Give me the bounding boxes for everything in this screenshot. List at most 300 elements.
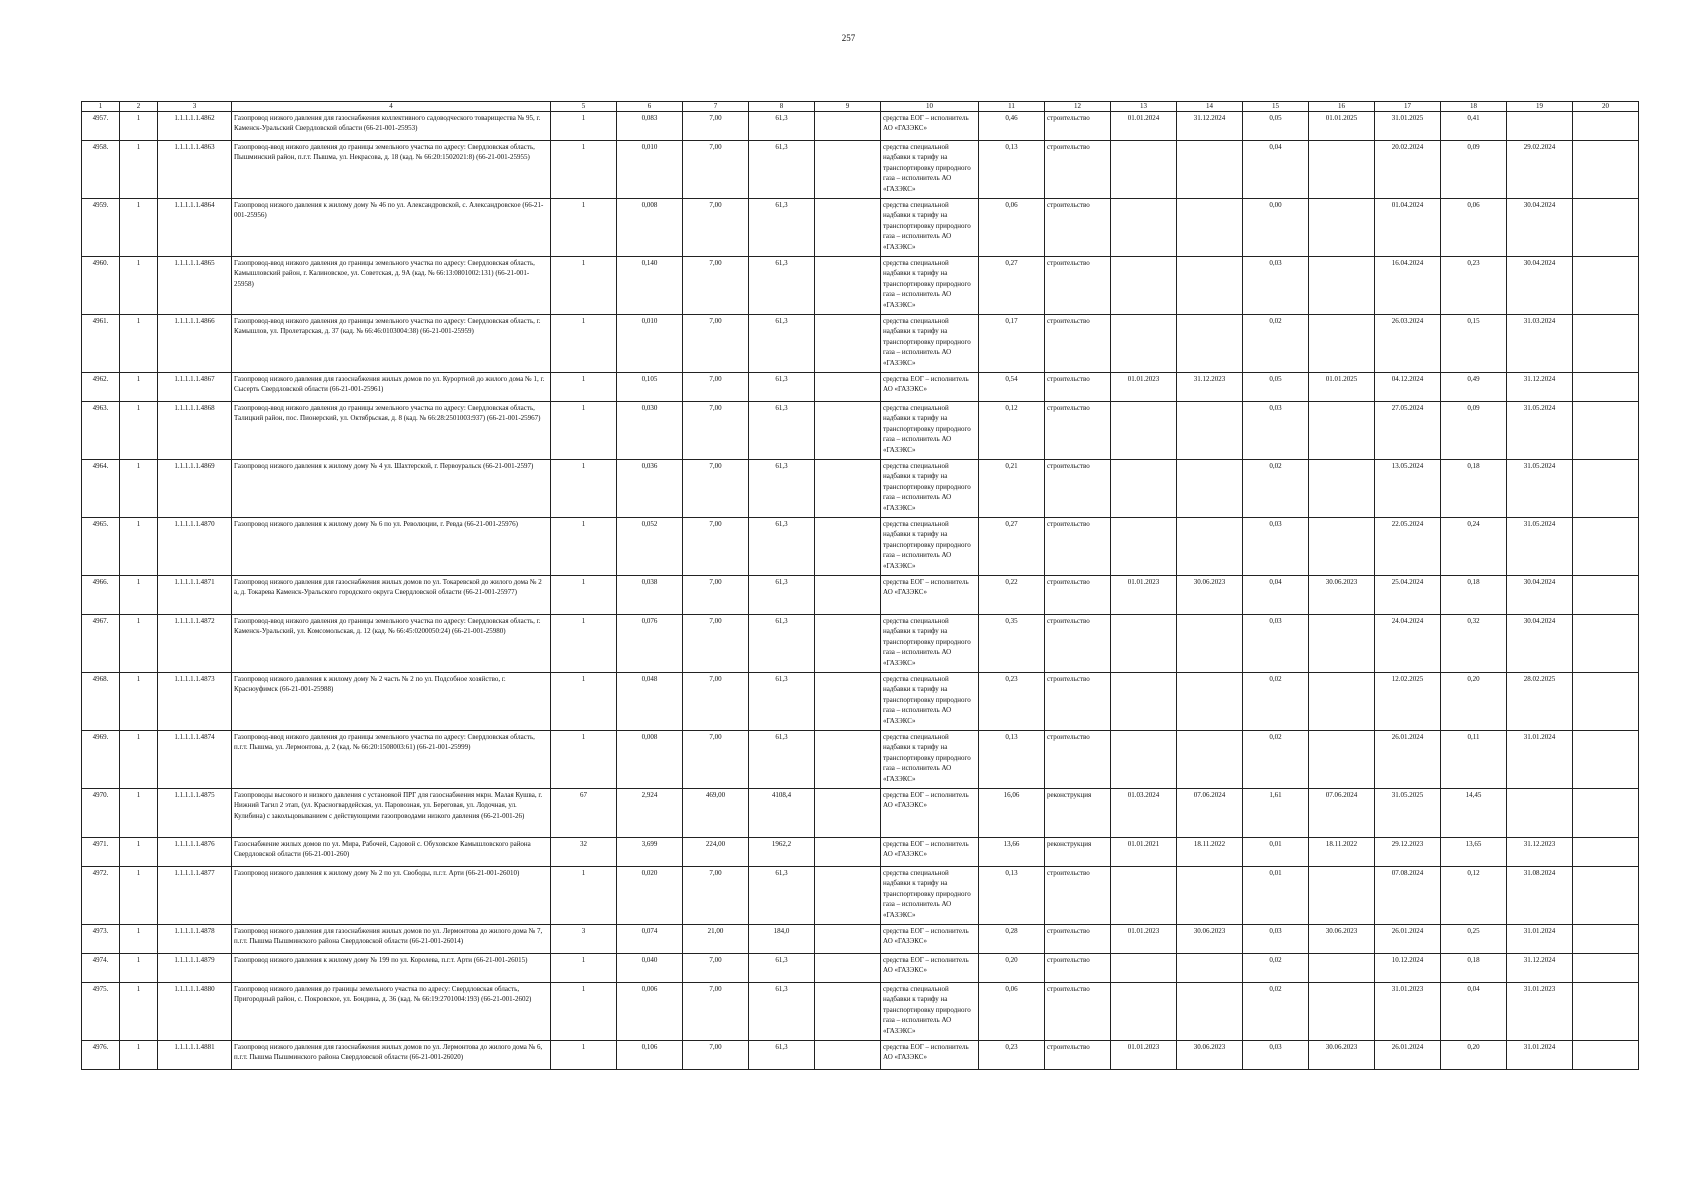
table-cell: реконструкция	[1045, 789, 1111, 838]
table-cell	[815, 576, 881, 615]
table-cell: 7,00	[683, 112, 749, 141]
table-cell: 0,03	[1243, 402, 1309, 460]
table-cell: 0,12	[979, 402, 1045, 460]
table-cell: 0,04	[1243, 576, 1309, 615]
table-cell: реконструкция	[1045, 838, 1111, 867]
table-cell: 30.06.2023	[1309, 576, 1375, 615]
table-cell: 184,0	[749, 925, 815, 954]
table-cell: 1.1.1.1.1.4864	[158, 199, 232, 257]
table-cell: 4961.	[82, 315, 120, 373]
table-cell: 18.11.2022	[1309, 838, 1375, 867]
table-cell: 4963.	[82, 402, 120, 460]
table-cell: 01.01.2023	[1111, 1041, 1177, 1070]
table-cell: Газопровод-ввод низкого давления до границы земельного участка по адресу: Свердловская область, Талицкий район, пос. Пионерский, ул. Октябрьская, д. 8 (кад. № 66:28:2501003:937) (66-21-001-25967)	[232, 402, 551, 460]
table-cell: 0,49	[1441, 373, 1507, 402]
table-cell: 7,00	[683, 673, 749, 731]
table-cell: 13.05.2024	[1375, 460, 1441, 518]
table-cell: Газопровод низкого давления к жилому дому № 2 по ул. Свободы, п.г.т. Арти (66-21-001-26010)	[232, 867, 551, 925]
table-cell: Газопровод низкого давления к жилому дому № 6 по ул. Революции, г. Ревда (66-21-001-25976)	[232, 518, 551, 576]
table-cell: 61,3	[749, 731, 815, 789]
table-cell: Газопроводы высокого и низкого давления с установкой ПРГ для газоснабжения мкрн. Малая Кушва, г. Нижний Тагил 2 этап, (ул. Красногвардейская, ул. Паровозная, ул. Береговая, ул. Лодочная, ул. Кулибина) с закольцовыванием с действующими газопроводами низкого давления (66-21-001-26)	[232, 789, 551, 838]
table-cell: Газопровод-ввод низкого давления до границы земельного участка по адресу: Свердловская область, Камышловский район, г. Калиновское, ул. Советская, д. 9А (кад. № 66:13:0801002:131) (66-21-001-25958)	[232, 257, 551, 315]
table-cell	[1573, 460, 1639, 518]
table-cell	[1177, 731, 1243, 789]
column-header: 15	[1243, 102, 1309, 112]
table-cell	[1177, 954, 1243, 983]
table-cell: строительство	[1045, 867, 1111, 925]
table-cell: 0,13	[979, 731, 1045, 789]
table-cell: 0,076	[617, 615, 683, 673]
table-cell: 1	[551, 518, 617, 576]
table-cell: 01.01.2025	[1309, 112, 1375, 141]
table-row	[82, 731, 1639, 789]
table-cell: средства специальной надбавки к тарифу на транспортировку природного газа – исполнитель АО «ГАЗЭКС»	[881, 257, 979, 315]
table-cell: 1	[120, 789, 158, 838]
table-cell	[1309, 460, 1375, 518]
table-cell	[815, 615, 881, 673]
table-cell	[1309, 141, 1375, 199]
table-cell: 7,00	[683, 199, 749, 257]
table-cell: средства специальной надбавки к тарифу на транспортировку природного газа – исполнитель АО «ГАЗЭКС»	[881, 141, 979, 199]
column-header: 13	[1111, 102, 1177, 112]
table-cell	[1111, 199, 1177, 257]
table-cell: 21,00	[683, 925, 749, 954]
table-cell: 1.1.1.1.1.4879	[158, 954, 232, 983]
table-cell: 0,13	[979, 141, 1045, 199]
table-cell: 7,00	[683, 460, 749, 518]
table-cell: 30.06.2023	[1309, 1041, 1375, 1070]
table-cell	[1573, 789, 1639, 838]
table-cell: Газопровод низкого давления к жилому дому № 2 часть № 2 по ул. Подсобное хозяйство, г. Красноуфимск (66-21-001-25988)	[232, 673, 551, 731]
table-row	[82, 141, 1639, 199]
table-cell: 4969.	[82, 731, 120, 789]
table-cell	[1309, 954, 1375, 983]
page-number: 257	[841, 33, 856, 43]
table-cell: 29.02.2024	[1507, 141, 1573, 199]
table-cell: 0,23	[979, 673, 1045, 731]
table-cell: средства специальной надбавки к тарифу на транспортировку природного газа – исполнитель АО «ГАЗЭКС»	[881, 315, 979, 373]
table-cell: 1	[551, 954, 617, 983]
table-cell	[1573, 954, 1639, 983]
table-cell	[1309, 518, 1375, 576]
column-header: 10	[881, 102, 979, 112]
table-cell	[1309, 402, 1375, 460]
table-cell: 0,105	[617, 373, 683, 402]
table-cell: 0,20	[1441, 673, 1507, 731]
table-cell: 61,3	[749, 867, 815, 925]
table-cell	[1177, 983, 1243, 1041]
table-cell: 0,008	[617, 199, 683, 257]
table-cell: 7,00	[683, 402, 749, 460]
table-cell: Газопровод низкого давления к жилому дому № 4 ул. Шахтерской, г. Первоуральск (66-21-001-2597)	[232, 460, 551, 518]
table-cell	[1309, 673, 1375, 731]
table-cell: 1.1.1.1.1.4863	[158, 141, 232, 199]
table-cell	[1177, 402, 1243, 460]
table-cell: 0,020	[617, 867, 683, 925]
table-cell	[1111, 402, 1177, 460]
table-cell: средства ЕОГ – исполнитель АО «ГАЗЭКС»	[881, 1041, 979, 1070]
table-cell: 1.1.1.1.1.4867	[158, 373, 232, 402]
table-cell: строительство	[1045, 673, 1111, 731]
table-cell: 1.1.1.1.1.4875	[158, 789, 232, 838]
table-cell: 1	[551, 141, 617, 199]
table-cell	[1177, 867, 1243, 925]
table-cell: 0,20	[979, 954, 1045, 983]
table-cell: 31.01.2025	[1375, 112, 1441, 141]
table-cell: 22.05.2024	[1375, 518, 1441, 576]
table-cell: строительство	[1045, 402, 1111, 460]
column-header: 9	[815, 102, 881, 112]
column-header: 19	[1507, 102, 1573, 112]
table-cell: 1	[120, 673, 158, 731]
table-cell: Газопровод низкого давления до границы земельного участка по адресу: Свердловская область, Пригородный район, с. Покровское, ул. Бондина, д. 36 (кад. № 66:19:2701004:193) (66-21-001-2602)	[232, 983, 551, 1041]
table-cell	[1573, 925, 1639, 954]
table-cell: средства специальной надбавки к тарифу на транспортировку природного газа – исполнитель АО «ГАЗЭКС»	[881, 615, 979, 673]
table-cell: средства специальной надбавки к тарифу на транспортировку природного газа – исполнитель АО «ГАЗЭКС»	[881, 402, 979, 460]
table-cell	[1573, 838, 1639, 867]
table-cell: Газопровод низкого давления для газоснабжения жилых домов по ул. Курортной до жилого дома № 1, г. Сысерть Свердловской области (66-21-001-25961)	[232, 373, 551, 402]
column-header: 2	[120, 102, 158, 112]
column-header: 11	[979, 102, 1045, 112]
table-cell: 1	[551, 199, 617, 257]
table-cell	[815, 925, 881, 954]
table-cell: 7,00	[683, 373, 749, 402]
table-cell: 61,3	[749, 615, 815, 673]
table-row	[82, 315, 1639, 373]
table-cell: 0,41	[1441, 112, 1507, 141]
table-cell	[1573, 867, 1639, 925]
table-cell: 31.05.2024	[1507, 518, 1573, 576]
table-cell: 31.12.2024	[1507, 373, 1573, 402]
table-cell: 0,02	[1243, 983, 1309, 1041]
table-cell: 1.1.1.1.1.4877	[158, 867, 232, 925]
table-cell: Газопровод низкого давления к жилому дому № 199 по ул. Королева, п.г.т. Арти (66-21-001-26015)	[232, 954, 551, 983]
table-cell: 1	[551, 983, 617, 1041]
table-cell: 1.1.1.1.1.4881	[158, 1041, 232, 1070]
table-cell: 1	[551, 112, 617, 141]
table-cell: 0,04	[1441, 983, 1507, 1041]
table-cell: 0,010	[617, 141, 683, 199]
table-cell: средства ЕОГ – исполнитель АО «ГАЗЭКС»	[881, 373, 979, 402]
table-cell: 0,074	[617, 925, 683, 954]
table-cell: средства ЕОГ – исполнитель АО «ГАЗЭКС»	[881, 112, 979, 141]
table-cell: 7,00	[683, 257, 749, 315]
table-cell: 31.03.2024	[1507, 315, 1573, 373]
table-row	[82, 373, 1639, 402]
table-cell: 0,03	[1243, 257, 1309, 315]
table-cell: 0,21	[979, 460, 1045, 518]
table-cell: 31.05.2024	[1507, 402, 1573, 460]
table-cell	[1573, 199, 1639, 257]
column-header: 1	[82, 102, 120, 112]
table-cell: Газопровод низкого давления для газоснабжения жилых домов по ул. Токаревской до жилого дома № 2 а, д. Токарева Каменск-Уральского городского округа Свердловской области (66-21-001-25977)	[232, 576, 551, 615]
table-cell: 1	[551, 1041, 617, 1070]
table-cell: строительство	[1045, 373, 1111, 402]
table-cell: 1	[551, 315, 617, 373]
table-cell	[1573, 518, 1639, 576]
table-cell	[815, 112, 881, 141]
table-cell: Газопровод низкого давления для газоснабжения коллективного садоводческого товарищества № 95, г. Каменск-Уральский Свердловской области (66-21-001-25953)	[232, 112, 551, 141]
table-cell	[1507, 789, 1573, 838]
table-cell: средства специальной надбавки к тарифу на транспортировку природного газа – исполнитель АО «ГАЗЭКС»	[881, 460, 979, 518]
table-cell: 7,00	[683, 867, 749, 925]
table-cell: 1.1.1.1.1.4876	[158, 838, 232, 867]
table-cell: 1.1.1.1.1.4872	[158, 615, 232, 673]
table-cell: 1	[120, 954, 158, 983]
table-cell: 0,28	[979, 925, 1045, 954]
table-cell: 0,27	[979, 518, 1045, 576]
table-cell: 29.12.2023	[1375, 838, 1441, 867]
table-cell: 0,18	[1441, 460, 1507, 518]
table-cell: 1.1.1.1.1.4869	[158, 460, 232, 518]
table-cell: 31.12.2023	[1177, 373, 1243, 402]
table-cell: 26.01.2024	[1375, 925, 1441, 954]
register-table	[81, 101, 1639, 1070]
table-cell: средства специальной надбавки к тарифу на транспортировку природного газа – исполнитель АО «ГАЗЭКС»	[881, 199, 979, 257]
table-cell: Газопровод-ввод низкого давления до границы земельного участка по адресу: Свердловская область, г. Каменск-Уральский, ул. Комсомольская, д. 12 (кад. № 66:45:0200050:24) (66-21-001-25980)	[232, 615, 551, 673]
table-cell: 01.03.2024	[1111, 789, 1177, 838]
table-cell: строительство	[1045, 954, 1111, 983]
table-cell: 4964.	[82, 460, 120, 518]
table-cell: 31.01.2024	[1507, 731, 1573, 789]
table-cell	[1573, 402, 1639, 460]
table-cell	[1309, 983, 1375, 1041]
table-cell: 1.1.1.1.1.4873	[158, 673, 232, 731]
table-cell: 30.04.2024	[1507, 615, 1573, 673]
table-cell: 1	[551, 402, 617, 460]
table-cell: строительство	[1045, 112, 1111, 141]
table-cell	[1573, 731, 1639, 789]
table-cell: Газопровод-ввод низкого давления до границы земельного участка по адресу: Свердловская область, п.г.т. Пышма, ул. Лермонтова, д. 2 (кад. № 66:20:1508003:61) (66-21-001-25999)	[232, 731, 551, 789]
table-cell: 0,05	[1243, 373, 1309, 402]
column-header: 17	[1375, 102, 1441, 112]
table-cell: 0,23	[979, 1041, 1045, 1070]
table-cell: 04.12.2024	[1375, 373, 1441, 402]
table-cell: 13,65	[1441, 838, 1507, 867]
table-cell: 4965.	[82, 518, 120, 576]
table-row	[82, 112, 1639, 141]
table-cell: 24.04.2024	[1375, 615, 1441, 673]
table-cell	[815, 1041, 881, 1070]
table-cell: 30.04.2024	[1507, 576, 1573, 615]
table-cell: 01.01.2023	[1111, 576, 1177, 615]
table-cell: 0,18	[1441, 576, 1507, 615]
table-cell: 0,140	[617, 257, 683, 315]
table-cell: 0,15	[1441, 315, 1507, 373]
table-row	[82, 576, 1639, 615]
table-cell: 18.11.2022	[1177, 838, 1243, 867]
table-cell	[815, 315, 881, 373]
table-cell: 0,01	[1243, 838, 1309, 867]
table-row	[82, 867, 1639, 925]
table-cell: 4960.	[82, 257, 120, 315]
table-cell: 30.06.2023	[1309, 925, 1375, 954]
table-cell: 1	[551, 731, 617, 789]
table-cell	[815, 518, 881, 576]
table-cell: средства специальной надбавки к тарифу на транспортировку природного газа – исполнитель АО «ГАЗЭКС»	[881, 867, 979, 925]
table-cell	[815, 257, 881, 315]
table-cell: Газопровод-ввод низкого давления до границы земельного участка по адресу: Свердловская область, г. Камышлов, ул. Пролетарская, д. 37 (кад. № 66:46:0103004:38) (66-21-001-25959)	[232, 315, 551, 373]
table-cell: 31.12.2023	[1507, 838, 1573, 867]
table-row	[82, 199, 1639, 257]
table-cell: 0,54	[979, 373, 1045, 402]
table-cell	[815, 460, 881, 518]
table-cell: 0,00	[1243, 199, 1309, 257]
table-cell: 14,45	[1441, 789, 1507, 838]
table-cell: 0,12	[1441, 867, 1507, 925]
column-header: 12	[1045, 102, 1111, 112]
table-cell: 4970.	[82, 789, 120, 838]
table-cell	[1573, 673, 1639, 731]
table-cell: 4973.	[82, 925, 120, 954]
table-cell	[815, 838, 881, 867]
table-cell: 1	[551, 460, 617, 518]
table-cell: 30.06.2023	[1177, 925, 1243, 954]
table-cell: 1	[120, 199, 158, 257]
column-header: 18	[1441, 102, 1507, 112]
table-cell: строительство	[1045, 615, 1111, 673]
table-cell	[1111, 731, 1177, 789]
table-cell	[815, 983, 881, 1041]
table-cell: 4972.	[82, 867, 120, 925]
table-cell: средства ЕОГ – исполнитель АО «ГАЗЭКС»	[881, 838, 979, 867]
table-cell	[1111, 983, 1177, 1041]
table-cell: строительство	[1045, 925, 1111, 954]
table-cell: 1	[120, 460, 158, 518]
table-cell	[1111, 460, 1177, 518]
table-cell: 7,00	[683, 576, 749, 615]
table-cell: 61,3	[749, 1041, 815, 1070]
table-row	[82, 402, 1639, 460]
table-cell: 4962.	[82, 373, 120, 402]
table-cell	[1177, 518, 1243, 576]
table-cell	[1573, 112, 1639, 141]
table-cell: 0,030	[617, 402, 683, 460]
table-cell: 4975.	[82, 983, 120, 1041]
table-cell: 0,22	[979, 576, 1045, 615]
table-cell: 1	[120, 925, 158, 954]
table-cell	[1111, 615, 1177, 673]
table-cell	[1177, 615, 1243, 673]
table-cell: 0,006	[617, 983, 683, 1041]
column-header: 4	[232, 102, 551, 112]
table-cell: средства специальной надбавки к тарифу на транспортировку природного газа – исполнитель АО «ГАЗЭКС»	[881, 518, 979, 576]
table-cell	[815, 373, 881, 402]
table-cell: 0,17	[979, 315, 1045, 373]
column-header: 3	[158, 102, 232, 112]
table-cell	[1111, 954, 1177, 983]
table-cell: 31.01.2023	[1375, 983, 1441, 1041]
table-cell: 07.06.2024	[1309, 789, 1375, 838]
table-row	[82, 983, 1639, 1041]
table-row	[82, 1041, 1639, 1070]
table-cell	[1111, 673, 1177, 731]
column-header: 6	[617, 102, 683, 112]
table-cell: 0,01	[1243, 867, 1309, 925]
table-cell	[1111, 257, 1177, 315]
table-cell	[1573, 576, 1639, 615]
table-cell	[1111, 315, 1177, 373]
column-header: 5	[551, 102, 617, 112]
table-cell: строительство	[1045, 199, 1111, 257]
table-cell: средства специальной надбавки к тарифу на транспортировку природного газа – исполнитель АО «ГАЗЭКС»	[881, 731, 979, 789]
table-cell: 32	[551, 838, 617, 867]
table-cell: 01.01.2024	[1111, 112, 1177, 141]
table-cell	[1177, 460, 1243, 518]
table-cell: 01.01.2023	[1111, 925, 1177, 954]
table-cell: 26.03.2024	[1375, 315, 1441, 373]
table-cell: 1	[120, 518, 158, 576]
table-cell: 61,3	[749, 141, 815, 199]
table-cell	[1573, 983, 1639, 1041]
table-cell: 0,03	[1243, 518, 1309, 576]
table-cell: 0,048	[617, 673, 683, 731]
table-cell: 4957.	[82, 112, 120, 141]
table-row	[82, 925, 1639, 954]
table-cell: 0,32	[1441, 615, 1507, 673]
table-cell: 0,05	[1243, 112, 1309, 141]
table-cell	[1177, 141, 1243, 199]
table-cell: средства специальной надбавки к тарифу на транспортировку природного газа – исполнитель АО «ГАЗЭКС»	[881, 673, 979, 731]
table-cell: 0,06	[979, 199, 1045, 257]
table-cell: 0,02	[1243, 673, 1309, 731]
table-cell: 30.04.2024	[1507, 199, 1573, 257]
table-cell: 0,036	[617, 460, 683, 518]
table-cell: 0,010	[617, 315, 683, 373]
table-cell: Газопровод-ввод низкого давления до границы земельного участка по адресу: Свердловская область, Пышминский район, п.г.т. Пышма, ул. Некрасова, д. 18 (кад. № 66:20:1502021:8) (66-21-001-25955)	[232, 141, 551, 199]
table-cell	[1177, 257, 1243, 315]
table-cell	[1507, 112, 1573, 141]
table-cell: 0,03	[1243, 925, 1309, 954]
table-cell: 20.02.2024	[1375, 141, 1441, 199]
table-cell	[1309, 867, 1375, 925]
table-cell: 3,699	[617, 838, 683, 867]
table-cell: Газопровод низкого давления для газоснабжения жилых домов по ул. Лермонтова до жилого дома № 7, п.г.т. Пышма Пышминского района Свердловской области (66-21-001-26014)	[232, 925, 551, 954]
table-cell: 4968.	[82, 673, 120, 731]
table-row	[82, 460, 1639, 518]
table-cell: 4958.	[82, 141, 120, 199]
table-cell	[1309, 199, 1375, 257]
table-cell: 07.08.2024	[1375, 867, 1441, 925]
table-cell: 07.06.2024	[1177, 789, 1243, 838]
table-cell: 61,3	[749, 518, 815, 576]
table-cell: 1.1.1.1.1.4865	[158, 257, 232, 315]
table-cell	[1177, 199, 1243, 257]
table-cell: 0,02	[1243, 460, 1309, 518]
table-cell: 01.04.2024	[1375, 199, 1441, 257]
table-cell: 0,13	[979, 867, 1045, 925]
table-cell	[1111, 141, 1177, 199]
table-cell: 4959.	[82, 199, 120, 257]
table-cell: 16,06	[979, 789, 1045, 838]
table-cell: 4974.	[82, 954, 120, 983]
table-cell: 0,03	[1243, 615, 1309, 673]
table-cell	[815, 954, 881, 983]
table-cell: 7,00	[683, 954, 749, 983]
table-cell: 1.1.1.1.1.4880	[158, 983, 232, 1041]
table-cell: 1.1.1.1.1.4871	[158, 576, 232, 615]
table-cell: 01.01.2023	[1111, 373, 1177, 402]
table-cell: 1.1.1.1.1.4870	[158, 518, 232, 576]
table-cell: 0,040	[617, 954, 683, 983]
table-cell: средства ЕОГ – исполнитель АО «ГАЗЭКС»	[881, 789, 979, 838]
table-cell: 61,3	[749, 402, 815, 460]
table-cell: 2,924	[617, 789, 683, 838]
table-cell: 61,3	[749, 373, 815, 402]
table-cell: 1	[551, 867, 617, 925]
table-cell	[815, 673, 881, 731]
table-cell: 4967.	[82, 615, 120, 673]
